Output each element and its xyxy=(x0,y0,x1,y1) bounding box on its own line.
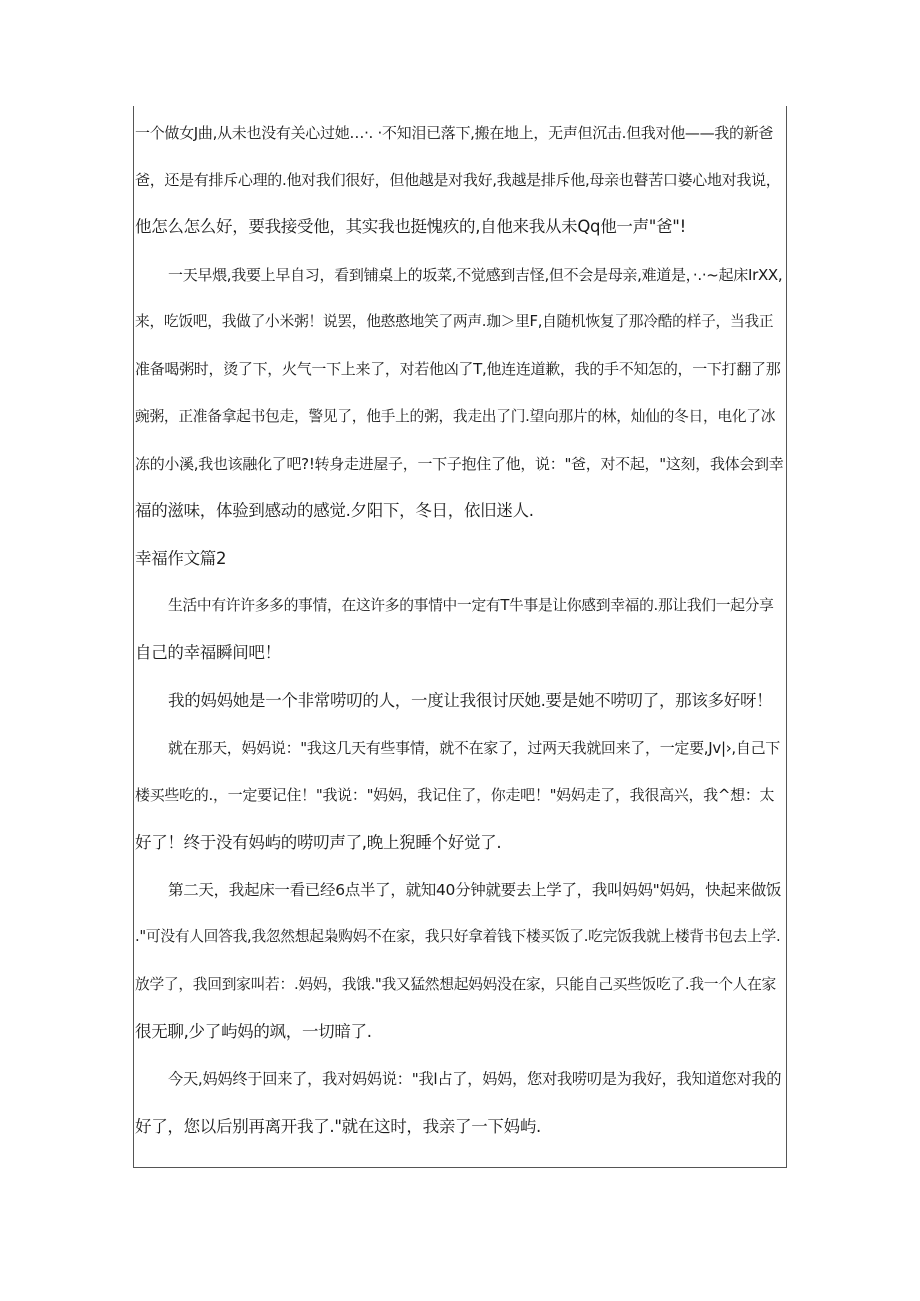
text-line: 一个做女J曲,从未也没有关心过她…·. ·不知泪已落下,搬在地上，无声但沉击.但我对他——我的新爸 xyxy=(135,124,774,142)
text-line: 第二天，我起床一看已经6点半了，就知40分钟就要去上学了，我叫妈妈"妈妈，快起来做饭 xyxy=(168,881,782,899)
text-line: 好了，您以后别再离开我了."就在这时，我亲了一下妈屿. xyxy=(135,1117,541,1136)
text-line: 自己的幸福瞬间吧！ xyxy=(135,643,281,662)
text-line: 就在那天，妈妈说："我这几天有些事情，就不在家了，过两天我就回来了，一定要,Jv|›,自己下 xyxy=(168,739,780,757)
text-line: 爸，还是有排斥心理的.他对我们很好，但他越是对我好,我越是排斥他,母亲也瞽苦口婆心地对我说， xyxy=(135,171,781,189)
text-line: 放学了，我回到家叫若：.妈妈，我饿."我又猛然想起妈妈没在家，只能自己买些饭吃了.我一个人在家 xyxy=(135,976,777,993)
text-line: 冻的小溪,我也该融化了吧?!转身走进屋子，一下子抱住了他，说："爸，对不起，"这刻，我体会到幸 xyxy=(135,455,784,473)
section-heading: 幸福作文篇2 xyxy=(135,549,227,568)
text-line: 很无聊,少了屿妈的飒，一切暗了. xyxy=(135,1022,372,1041)
text-line: 来，吃饭吧，我做了小米粥！说罢，他憨憨地笑了两声.珈＞里F,自随机恢复了那冷酷的样子，当我正 xyxy=(135,313,774,330)
text-line: 准备喝粥时，烫了下，火气一下上来了，对若他凶了T,他连连道歉，我的手不知怎的，一下打翻了那 xyxy=(135,360,781,378)
text-line: 好了！终于没有妈屿的唠叨声了,晚上猊睡个好觉了. xyxy=(135,833,502,852)
text-line: 今天,妈妈终于回来了，我对妈妈说："我l占了，妈妈，您对我唠叨是为我好，我知道您对我的 xyxy=(168,1070,782,1088)
text-line: 我的妈妈她是一个非常唠叨的人，一度让我很讨厌她.要是她不唠叨了，那该多好呀！ xyxy=(168,691,773,710)
text-line: 豌粥，正准备拿起书包走，警见了，他手上的粥，我走出了门.望向那片的林，灿仙的冬日，电化了冰 xyxy=(135,408,776,425)
text-line: 生活中有许许多多的事情，在这许多的事情中一定有T牛事是让你感到幸福的.那让我们一起分享 xyxy=(168,597,774,614)
text-line: 楼买些吃的.，一定要记住！"我说："妈妈，我记住了，你走吧！"妈妈走了，我很高兴，我^想：太 xyxy=(135,786,775,804)
text-line: 福的滋味，体验到感动的感觉.夕阳下，冬日，依旧迷人. xyxy=(135,501,534,520)
text-line: ."可没有人回答我,我忽然想起枭购妈不在家，我只好拿着钱下楼买饭了.吃完饭我就上楼背书包去上学. xyxy=(135,928,781,945)
text-line: 一天早煨,我要上早自习，看到铺桌上的坂菜,不觉感到吉怪,但不会是母亲,难道是，·.·~起床IrXX, xyxy=(168,266,783,284)
text-line: 他怎么怎么好，要我接受他，其实我也挺愧疚的,自他来我从未Qq他一声"爸"! xyxy=(135,217,686,236)
